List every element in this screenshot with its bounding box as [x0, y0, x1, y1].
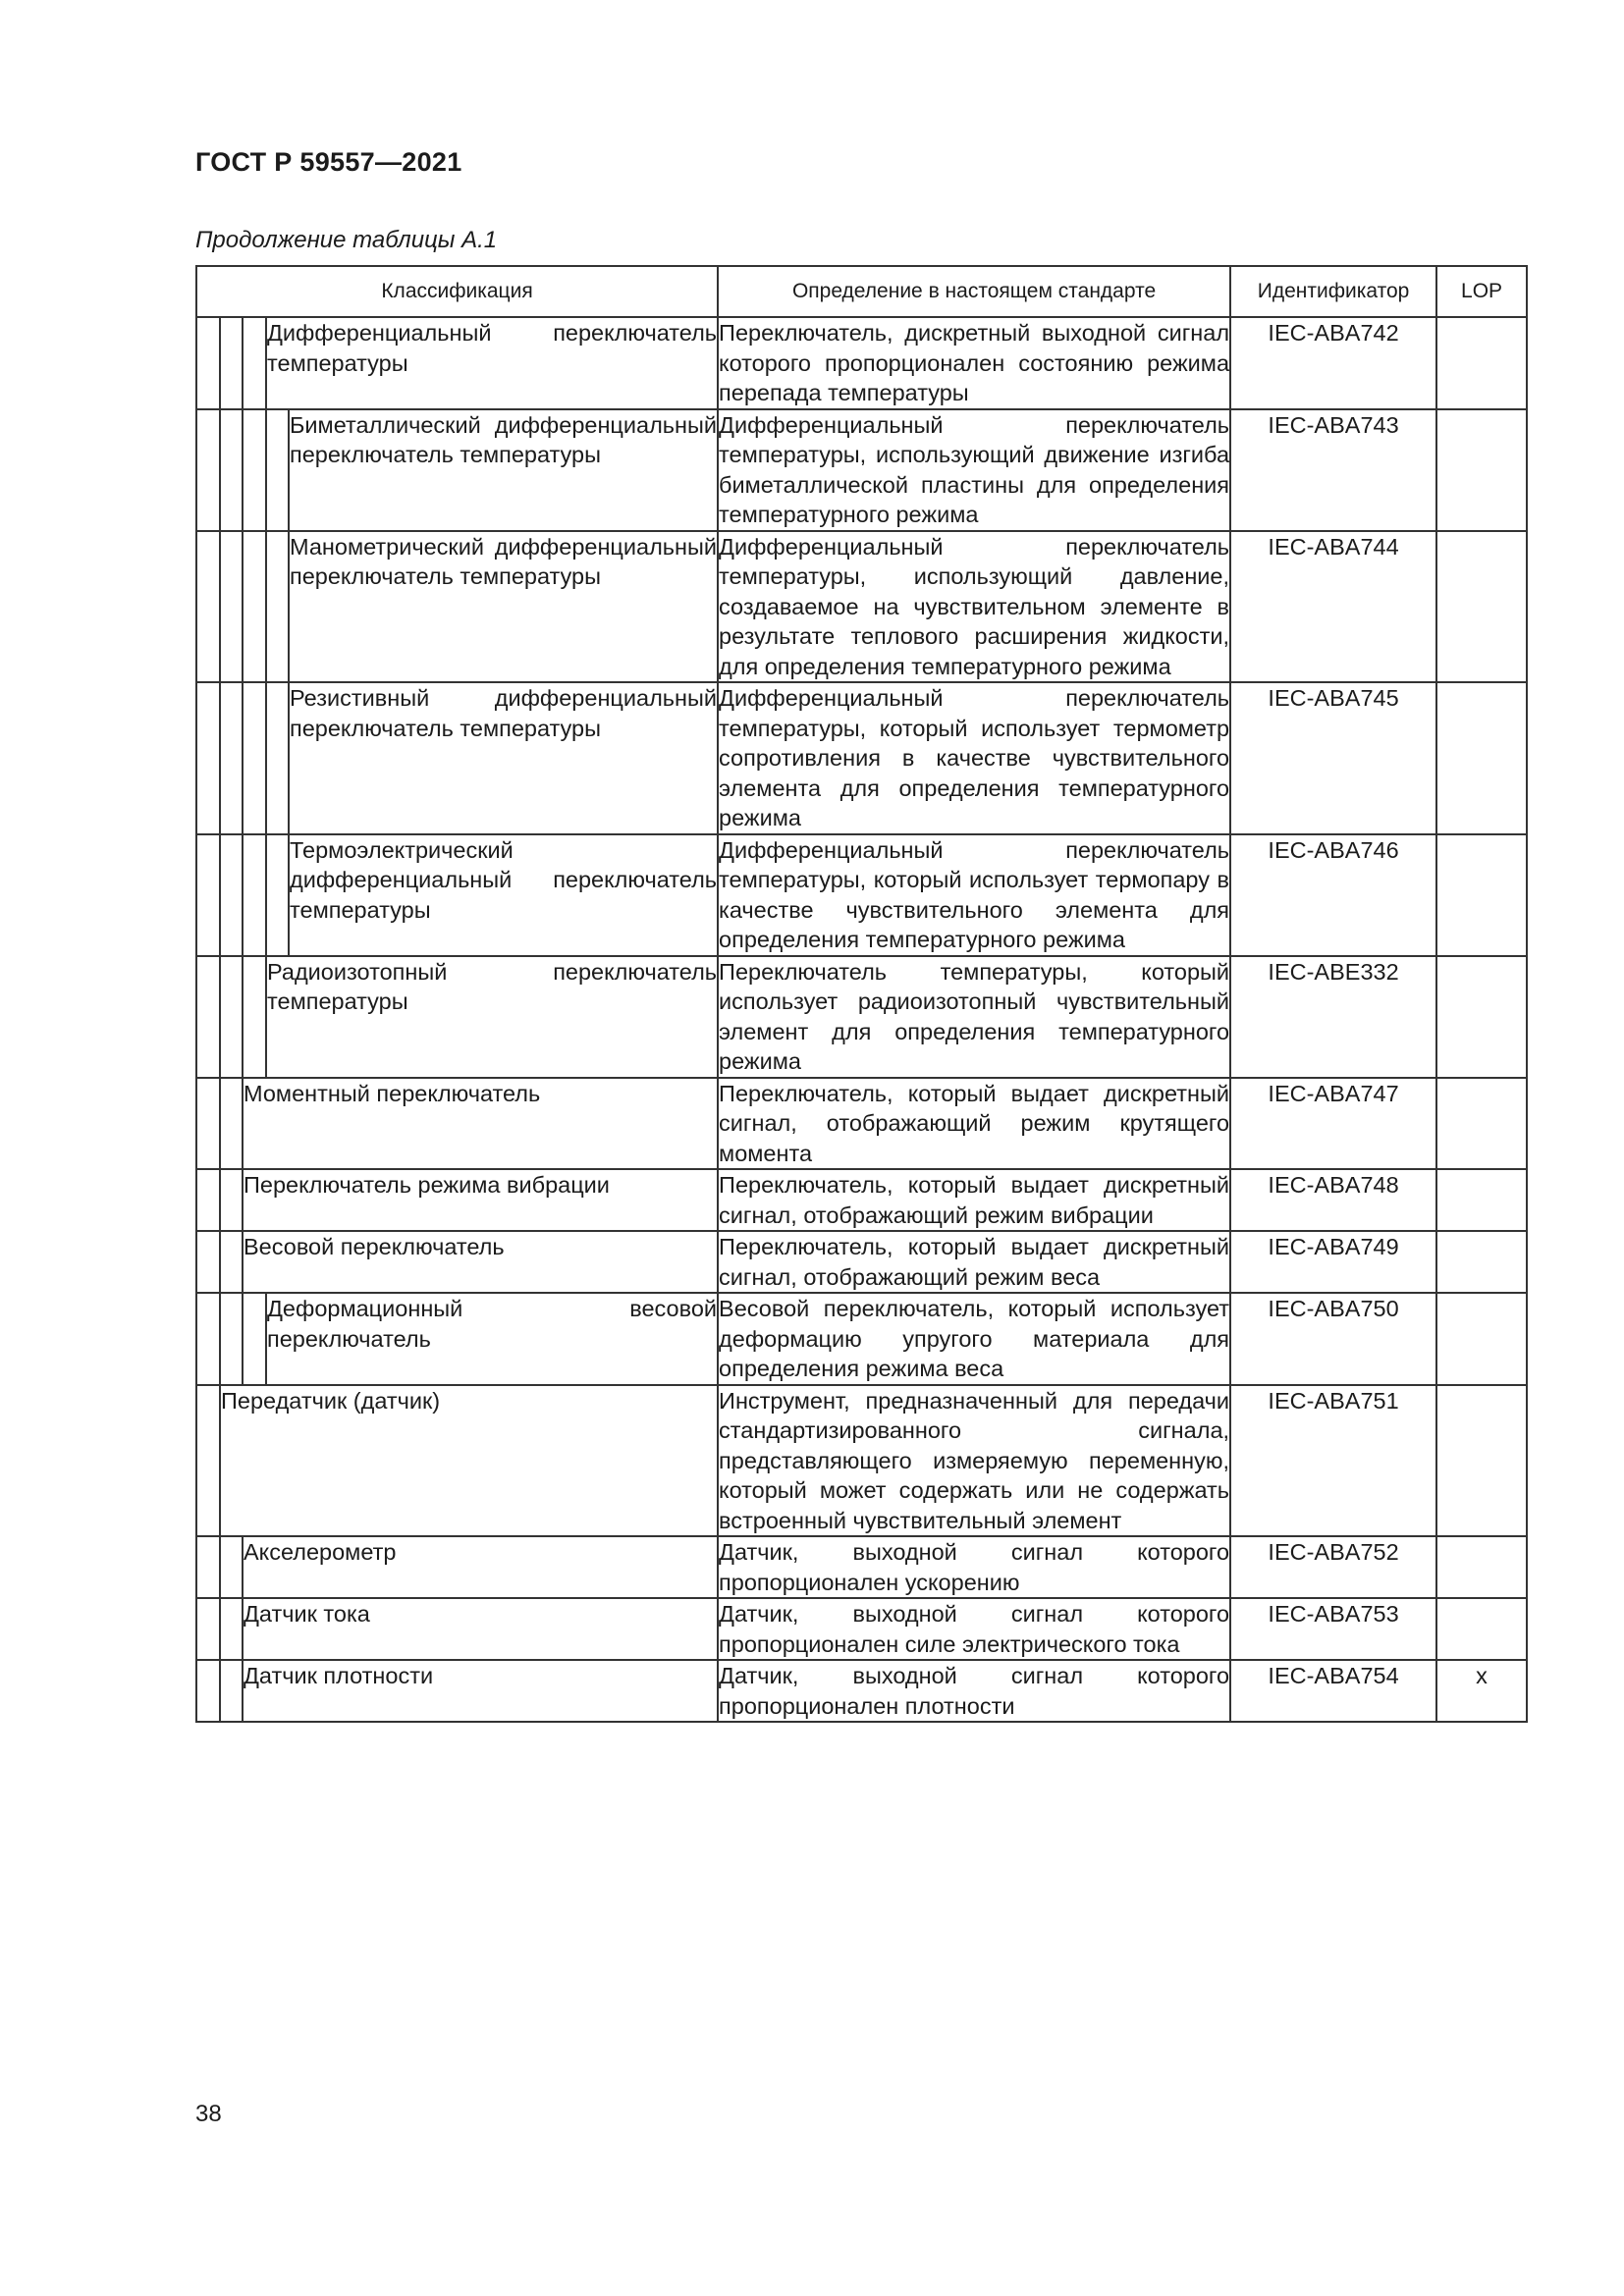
definition-cell: Переключатель, дискретный выходной сигнал которого пропорционален состоянию режима перепада температуры: [718, 317, 1230, 409]
hierarchy-indent-cell: [220, 1169, 243, 1231]
hierarchy-indent-cell: [220, 1598, 243, 1660]
hierarchy-indent-cell: [220, 682, 243, 834]
definition-cell: Переключатель температуры, который использует радиоизотопный чувствительный элемент для определения температурного режима: [718, 956, 1230, 1078]
definition-cell: Переключатель, который выдает дискретный сигнал, отображающий режим крутящего момента: [718, 1078, 1230, 1170]
hierarchy-indent-cell: [196, 1231, 220, 1293]
definition-cell: Дифференциальный переключатель температуры, использующий давление, создаваемое на чувствительном элементе в результате теплового расширения жидкости, для определения температурного режима: [718, 531, 1230, 683]
identifier-cell: IEC-ABE332: [1230, 956, 1436, 1078]
table-row: [196, 1660, 1527, 1722]
hierarchy-indent-cell: [243, 682, 266, 834]
hierarchy-indent-cell: [220, 834, 243, 956]
definition-cell: Датчик, выходной сигнал которого пропорционален ускорению: [718, 1536, 1230, 1598]
definition-cell: Дифференциальный переключатель температуры, использующий движение изгиба биметаллической пластины для определения температурного режима: [718, 409, 1230, 531]
hierarchy-indent-cell: [220, 956, 243, 1078]
table-row: [196, 409, 1527, 531]
hierarchy-indent-cell: [266, 531, 289, 683]
table-row: [196, 1293, 1527, 1385]
hierarchy-indent-cell: [220, 1231, 243, 1293]
classification-cell: Термоэлектрический дифференциальный переключатель температуры: [289, 834, 718, 956]
hierarchy-indent-cell: [196, 1598, 220, 1660]
identifier-cell: IEC-ABA751: [1230, 1385, 1436, 1537]
lop-cell: [1436, 1536, 1527, 1598]
hierarchy-indent-cell: [196, 1660, 220, 1722]
definition-cell: Датчик, выходной сигнал которого пропорционален плотности: [718, 1660, 1230, 1722]
definition-cell: Дифференциальный переключатель температуры, который использует термометр сопротивления в качестве чувствительного элемента для определения температурного режима: [718, 682, 1230, 834]
hierarchy-indent-cell: [266, 834, 289, 956]
document-header: ГОСТ Р 59557—2021: [195, 147, 462, 177]
identifier-cell: IEC-ABA750: [1230, 1293, 1436, 1385]
hierarchy-indent-cell: [220, 1536, 243, 1598]
table-row: [196, 834, 1527, 956]
lop-cell: [1436, 834, 1527, 956]
table-row: [196, 1536, 1527, 1598]
table-row: [196, 1078, 1527, 1170]
identifier-cell: IEC-ABA743: [1230, 409, 1436, 531]
identifier-cell: IEC-ABA753: [1230, 1598, 1436, 1660]
classification-cell: Дифференциальный переключатель температуры: [266, 317, 718, 409]
hierarchy-indent-cell: [266, 682, 289, 834]
lop-cell: [1436, 956, 1527, 1078]
lop-cell: [1436, 1385, 1527, 1537]
hierarchy-indent-cell: [196, 317, 220, 409]
identifier-cell: IEC-ABA748: [1230, 1169, 1436, 1231]
lop-cell: [1436, 1169, 1527, 1231]
hierarchy-indent-cell: [196, 956, 220, 1078]
hierarchy-indent-cell: [220, 1660, 243, 1722]
identifier-cell: IEC-ABA747: [1230, 1078, 1436, 1170]
header-lop: LOP: [1436, 266, 1527, 317]
lop-cell: [1436, 317, 1527, 409]
lop-cell: [1436, 409, 1527, 531]
classification-cell: Весовой переключатель: [243, 1231, 718, 1293]
classification-cell: Резистивный дифференциальный переключатель температуры: [289, 682, 718, 834]
classification-cell: Радиоизотопный переключатель температуры: [266, 956, 718, 1078]
hierarchy-indent-cell: [243, 956, 266, 1078]
hierarchy-indent-cell: [243, 409, 266, 531]
hierarchy-indent-cell: [196, 834, 220, 956]
lop-cell: [1436, 1078, 1527, 1170]
page-number: 38: [195, 2101, 222, 2127]
hierarchy-indent-cell: [196, 1078, 220, 1170]
table-header-row: [196, 266, 1527, 317]
classification-cell: Датчик плотности: [243, 1660, 718, 1722]
lop-cell: [1436, 1231, 1527, 1293]
hierarchy-indent-cell: [196, 1169, 220, 1231]
table-row: [196, 956, 1527, 1078]
table-row: [196, 317, 1527, 409]
hierarchy-indent-cell: [220, 1078, 243, 1170]
header-classification: Классификация: [196, 266, 718, 317]
definition-cell: Весовой переключатель, который использует деформацию упругого материала для определения режима веса: [718, 1293, 1230, 1385]
table-row: [196, 1169, 1527, 1231]
table-row: [196, 1385, 1527, 1537]
table-caption: Продолжение таблицы А.1: [195, 227, 498, 253]
lop-cell: [1436, 531, 1527, 683]
classification-cell: Датчик тока: [243, 1598, 718, 1660]
definition-cell: Дифференциальный переключатель температуры, который использует термопару в качестве чувствительного элемента для определения температурного режима: [718, 834, 1230, 956]
hierarchy-indent-cell: [266, 409, 289, 531]
identifier-cell: IEC-ABA749: [1230, 1231, 1436, 1293]
classification-cell: Биметаллический дифференциальный переключатель температуры: [289, 409, 718, 531]
definition-cell: Переключатель, который выдает дискретный сигнал, отображающий режим веса: [718, 1231, 1230, 1293]
table-row: [196, 531, 1527, 683]
classification-cell: Переключатель режима вибрации: [243, 1169, 718, 1231]
table-row: [196, 682, 1527, 834]
header-definition: Определение в настоящем стандарте: [718, 266, 1230, 317]
classification-cell: Деформационный весовой переключатель: [266, 1293, 718, 1385]
table-row: [196, 1231, 1527, 1293]
hierarchy-indent-cell: [243, 834, 266, 956]
identifier-cell: IEC-ABA752: [1230, 1536, 1436, 1598]
definition-cell: Датчик, выходной сигнал которого пропорционален силе электрического тока: [718, 1598, 1230, 1660]
hierarchy-indent-cell: [243, 1293, 266, 1385]
lop-cell: x: [1436, 1660, 1527, 1722]
hierarchy-indent-cell: [196, 1385, 220, 1537]
hierarchy-indent-cell: [220, 1293, 243, 1385]
hierarchy-indent-cell: [196, 409, 220, 531]
lop-cell: [1436, 682, 1527, 834]
hierarchy-indent-cell: [196, 531, 220, 683]
identifier-cell: IEC-ABA745: [1230, 682, 1436, 834]
lop-cell: [1436, 1598, 1527, 1660]
definition-cell: Переключатель, который выдает дискретный сигнал, отображающий режим вибрации: [718, 1169, 1230, 1231]
identifier-cell: IEC-ABA754: [1230, 1660, 1436, 1722]
hierarchy-indent-cell: [220, 317, 243, 409]
hierarchy-indent-cell: [243, 317, 266, 409]
hierarchy-indent-cell: [196, 1536, 220, 1598]
lop-cell: [1436, 1293, 1527, 1385]
identifier-cell: IEC-ABA742: [1230, 317, 1436, 409]
definition-cell: Инструмент, предназначенный для передачи стандартизированного сигнала, представляющего измеряемую переменную, который может содержать или не содержать встроенный чувствительный элемент: [718, 1385, 1230, 1537]
classification-cell: Акселерометр: [243, 1536, 718, 1598]
table-row: [196, 1598, 1527, 1660]
hierarchy-indent-cell: [220, 409, 243, 531]
identifier-cell: IEC-ABA746: [1230, 834, 1436, 956]
hierarchy-indent-cell: [196, 1293, 220, 1385]
hierarchy-indent-cell: [196, 682, 220, 834]
classification-cell: Манометрический дифференциальный переключатель температуры: [289, 531, 718, 683]
classification-cell: Передатчик (датчик): [220, 1385, 718, 1537]
classification-table: [195, 265, 1528, 1723]
hierarchy-indent-cell: [243, 531, 266, 683]
classification-cell: Моментный переключатель: [243, 1078, 718, 1170]
identifier-cell: IEC-ABA744: [1230, 531, 1436, 683]
header-identifier: Идентификатор: [1230, 266, 1436, 317]
table-body: [196, 317, 1527, 1722]
hierarchy-indent-cell: [220, 531, 243, 683]
